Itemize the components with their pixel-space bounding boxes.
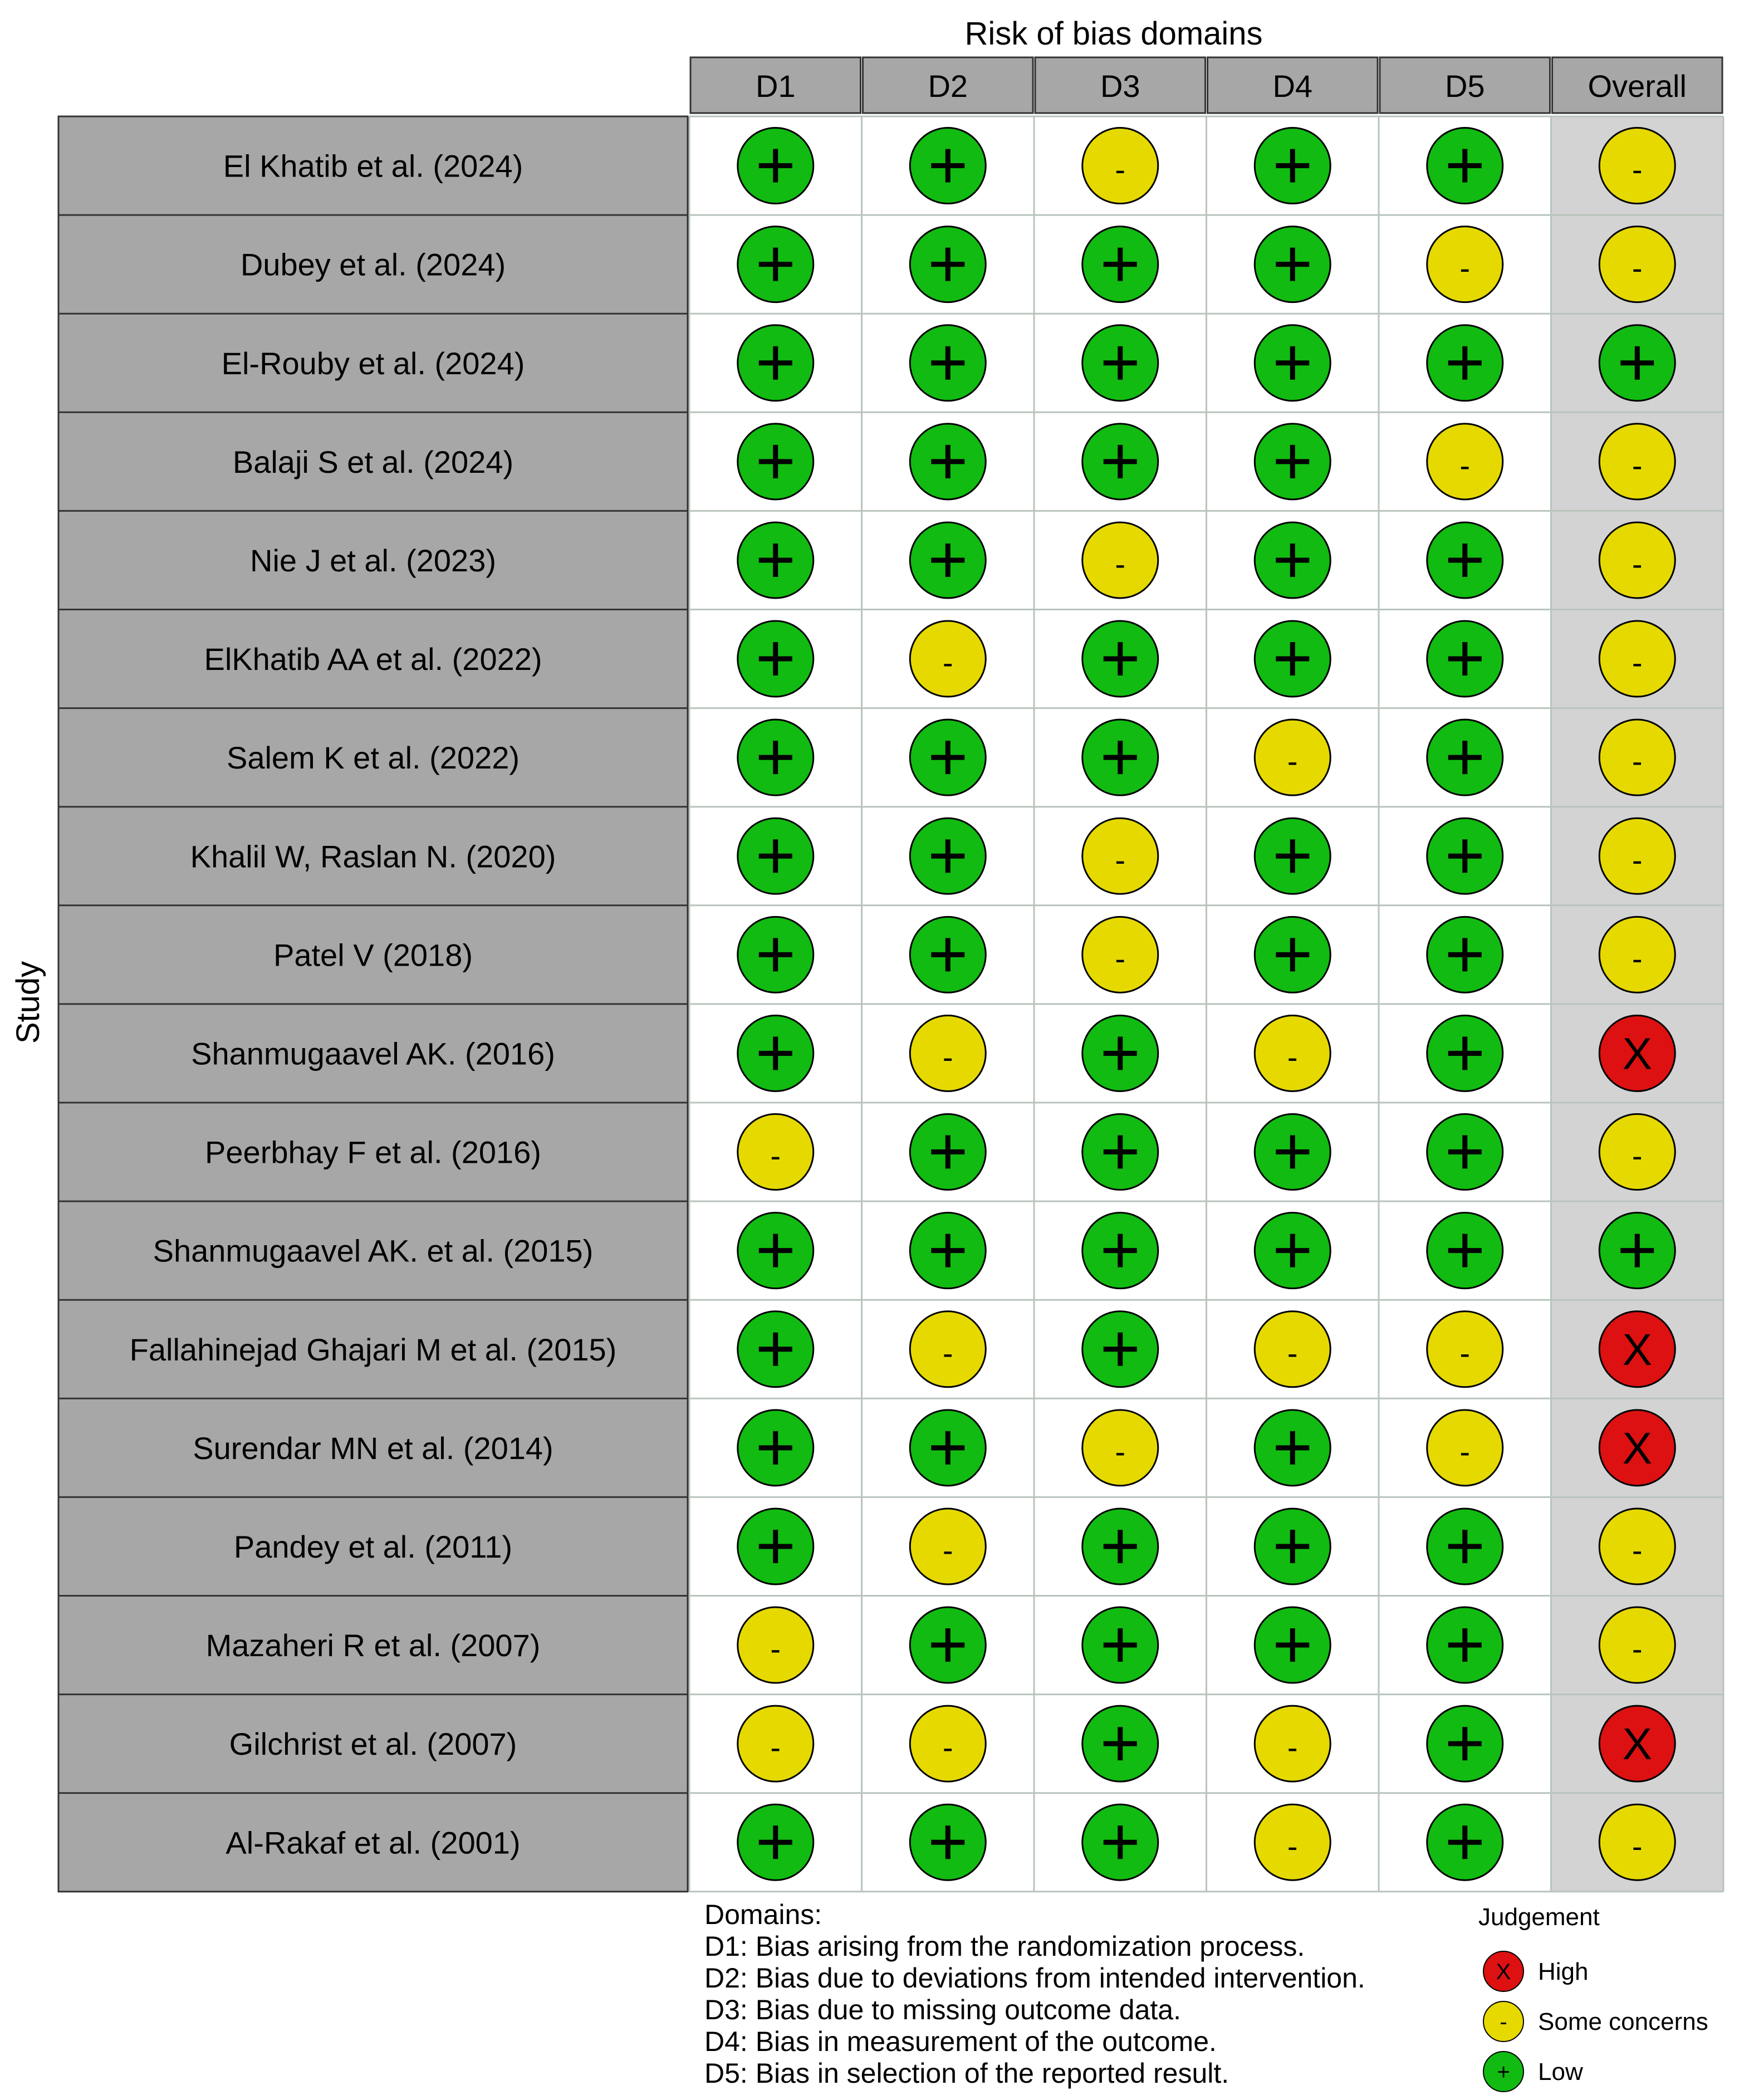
judgement-mark-low [1427,1706,1503,1781]
judgement-mark-low [1082,325,1158,401]
judgement-mark-low [738,818,814,894]
column-label-overall: Overall [1588,68,1687,104]
judgement-mark-some [738,1706,814,1781]
study-label: Gilchrist et al. (2007) [229,1726,517,1762]
judgement-mark-some [1599,1804,1675,1880]
judgement-mark-low [1082,719,1158,795]
judgement-mark-low [1082,1015,1158,1091]
judgement-mark-low [1255,818,1330,894]
judgement-symbol: - [1115,546,1126,581]
study-label: Balaji S et al. (2024) [232,444,514,479]
judgement-mark-low [1082,621,1158,697]
judgement-symbol: - [1287,743,1298,779]
judgement-mark-some [1427,227,1503,302]
judgement-mark-low [910,1213,986,1289]
judgement-mark-low [910,325,986,401]
header-title: Risk of bias domains [964,16,1263,52]
judgement-mark-high [1599,1015,1675,1091]
judgement-symbol: - [1287,1730,1298,1765]
judgement-mark-low [738,424,814,500]
study-label: Shanmugaavel AK. et al. (2015) [153,1233,594,1269]
legend-symbol: + [1497,2060,1510,2084]
judgement-mark-low [1082,1607,1158,1683]
legend-label: Low [1538,2058,1583,2086]
judgement-symbol: - [1632,645,1643,681]
judgement-mark-low [1427,719,1503,795]
judgement-mark-low [910,522,986,598]
judgement-mark-some [1599,128,1675,204]
judgement-mark-low [1427,1607,1503,1683]
judgement-mark-low [910,1114,986,1190]
judgement-mark-low [1255,227,1330,302]
judgement-mark-low [1599,325,1675,401]
judgement-mark-low [738,621,814,697]
judgement-mark-low [1255,1114,1330,1190]
judgement-mark-low [1255,424,1330,500]
judgement-mark-some [1599,818,1675,894]
judgement-mark-low [1082,1804,1158,1880]
judgement-symbol: - [942,1730,953,1765]
judgement-symbol: - [942,645,953,681]
judgement-symbol: - [1115,842,1126,878]
judgement-mark-high [1599,1706,1675,1781]
study-label: Peerbhay F et al. (2016) [205,1134,541,1170]
judgement-mark-low [1427,1114,1503,1190]
judgement-symbol: - [1115,151,1126,187]
judgement-symbol: - [770,1631,781,1667]
judgement-symbol: - [1632,546,1643,581]
judgement-mark-some [1082,818,1158,894]
column-label-d1: D1 [755,68,796,104]
judgement-mark-low [1427,818,1503,894]
judgement-mark-low [1427,1213,1503,1289]
judgement-mark-low [738,1410,814,1486]
judgement-symbol: - [942,1335,953,1370]
judgement-mark-low [1082,227,1158,302]
header-row [690,57,1722,113]
legend-item-high [1483,1951,1589,1991]
judgement-mark-low [1255,1607,1330,1683]
judgement-symbol: - [1459,1433,1471,1469]
judgement-mark-some [1082,522,1158,598]
judgement-mark-low [1427,1509,1503,1584]
column-label-d4: D4 [1272,68,1313,104]
judgement-mark-low [1082,1114,1158,1190]
judgement-mark-low [738,1213,814,1289]
judgement-mark-some [1599,621,1675,697]
judgement-symbol: - [1632,447,1643,483]
judgement-mark-low [1427,621,1503,697]
judgement-mark-some [738,1114,814,1190]
judgement-symbol: - [1115,1433,1126,1469]
judgement-title: Judgement [1478,1903,1600,1931]
judgement-mark-some [1255,1311,1330,1387]
judgement-mark-low [1599,1213,1675,1289]
judgement-symbol: - [1287,1828,1298,1864]
study-label: Shanmugaavel AK. (2016) [191,1036,555,1071]
judgement-mark-low [1255,325,1330,401]
judgement-mark-low [910,818,986,894]
study-label: Mazaheri R et al. (2007) [205,1628,541,1663]
judgement-legend [1478,1903,1708,2092]
judgement-mark-low [738,1804,814,1880]
column-label-d2: D2 [928,68,968,104]
judgement-mark-high [1599,1311,1675,1387]
judgement-symbol: - [942,1039,953,1075]
judgement-mark-some [910,1311,986,1387]
judgement-symbol: - [1632,1828,1643,1864]
legend-label: High [1538,1958,1589,1985]
y-axis-label: Study [10,961,46,1044]
judgement-mark-low [910,1804,986,1880]
judgement-mark-some [1599,227,1675,302]
study-label: Nie J et al. (2023) [250,542,496,578]
judgement-mark-some [1255,1015,1330,1091]
judgement-symbol: - [1287,1335,1298,1370]
legend-symbol: X [1496,1960,1511,1984]
judgement-mark-low [738,1015,814,1091]
judgement-mark-low [738,128,814,204]
study-label: Salem K et al. (2022) [226,740,520,776]
study-rows [58,116,688,1892]
domains-legend [704,1899,1365,2089]
judgement-symbol: - [770,1138,781,1173]
judgement-mark-low [738,227,814,302]
judgement-symbol: - [1115,941,1126,976]
judgement-mark-some [1599,1509,1675,1584]
column-label-d3: D3 [1100,68,1140,104]
study-label: Pandey et al. (2011) [233,1529,513,1564]
legend-symbol: - [1500,2010,1507,2034]
judgement-mark-some [1082,128,1158,204]
domain-description-d4: D4: Bias in measurement of the outcome. [704,2026,1217,2057]
judgement-mark-some [1599,1114,1675,1190]
domain-description-d1: D1: Bias arising from the randomization process. [704,1931,1305,1962]
judgement-mark-low [910,128,986,204]
judgement-mark-some [1599,522,1675,598]
domain-description-d3: D3: Bias due to missing outcome data. [704,1994,1182,2025]
judgement-mark-low [1427,325,1503,401]
judgement-mark-low [1255,1509,1330,1584]
judgement-mark-low [1427,128,1503,204]
column-label-d5: D5 [1444,68,1485,104]
judgement-mark-some [910,1509,986,1584]
judgement-mark-low [1255,128,1330,204]
judgement-symbol: - [1632,1532,1643,1568]
judgement-symbol: - [1459,250,1471,286]
study-label: Al-Rakaf et al. (2001) [226,1825,521,1861]
study-label: Dubey et al. (2024) [240,247,506,282]
judgement-mark-some [1255,719,1330,795]
judgement-symbol: - [1459,1335,1471,1370]
study-label: Patel V (2018) [273,937,473,973]
judgement-mark-some [910,621,986,697]
study-label: El Khatib et al. (2024) [223,148,523,184]
judgement-mark-low [1427,1804,1503,1880]
judgement-mark-high [1599,1410,1675,1486]
judgement-mark-low [910,1410,986,1486]
legend-item-low [1483,2052,1583,2092]
judgement-symbol: - [942,1532,953,1568]
judgement-symbol: - [1632,151,1643,187]
judgement-mark-low [1255,621,1330,697]
judgement-mark-low [738,1311,814,1387]
judgement-symbol: - [1632,842,1643,878]
study-label: ElKhatib AA et al. (2022) [204,642,542,677]
domain-description-d2: D2: Bias due to deviations from intended intervention. [704,1962,1365,1994]
judgement-mark-some [1599,1607,1675,1683]
study-label: Khalil W, Raslan N. (2020) [190,839,556,874]
judgement-mark-low [1427,1015,1503,1091]
judgement-mark-some [1427,1311,1503,1387]
judgement-mark-low [1082,424,1158,500]
judgement-mark-low [910,227,986,302]
domain-description-d5: D5: Bias in selection of the reported result. [704,2058,1229,2089]
judgement-mark-low [910,719,986,795]
judgement-mark-some [738,1607,814,1683]
judgement-mark-low [910,424,986,500]
judgement-symbol: - [770,1730,781,1765]
judgement-mark-low [1082,1706,1158,1781]
judgement-mark-low [1082,1509,1158,1584]
judgement-mark-low [910,917,986,992]
judgement-mark-some [1082,917,1158,992]
judgement-mark-some [1427,1410,1503,1486]
judgement-symbol: X [1622,1324,1652,1374]
judgement-symbol: - [1632,941,1643,976]
judgement-mark-low [1082,1311,1158,1387]
judgement-mark-low [1255,522,1330,598]
domains-title: Domains: [704,1899,822,1930]
judgement-mark-some [910,1706,986,1781]
judgement-mark-low [910,1607,986,1683]
judgement-symbol: - [1632,1138,1643,1173]
judgement-symbol: X [1622,1029,1652,1079]
judgement-mark-some [1255,1804,1330,1880]
judgement-mark-low [1255,1410,1330,1486]
judgement-symbol: - [1632,250,1643,286]
judgement-mark-low [1255,1213,1330,1289]
judgement-symbol: - [1287,1039,1298,1075]
judgement-mark-some [1599,917,1675,992]
judgement-mark-low [1082,1213,1158,1289]
judgement-mark-low [738,325,814,401]
study-label: Fallahinejad Ghajari M et al. (2015) [129,1332,617,1367]
judgement-symbol: - [1632,1631,1643,1667]
judgement-mark-some [1599,424,1675,500]
judgement-mark-low [738,719,814,795]
judgement-mark-low [1255,917,1330,992]
judgement-mark-some [910,1015,986,1091]
study-label: Surendar MN et al. (2014) [193,1430,553,1466]
judgement-mark-some [1599,719,1675,795]
grid-cells [689,116,1723,1892]
judgement-mark-some [1427,424,1503,500]
judgement-mark-low [1427,522,1503,598]
judgement-symbol: X [1622,1719,1652,1769]
study-label: El-Rouby et al. (2024) [221,345,525,381]
judgement-symbol: - [1632,743,1643,779]
judgement-mark-some [1255,1706,1330,1781]
judgement-mark-low [738,522,814,598]
legend-item-some [1483,2001,1708,2042]
judgement-mark-low [738,917,814,992]
legend-label: Some concerns [1538,2008,1708,2035]
judgement-mark-low [1427,917,1503,992]
judgement-symbol: - [1459,447,1471,483]
judgement-symbol: X [1622,1423,1652,1473]
judgement-mark-some [1082,1410,1158,1486]
judgement-mark-low [738,1509,814,1584]
